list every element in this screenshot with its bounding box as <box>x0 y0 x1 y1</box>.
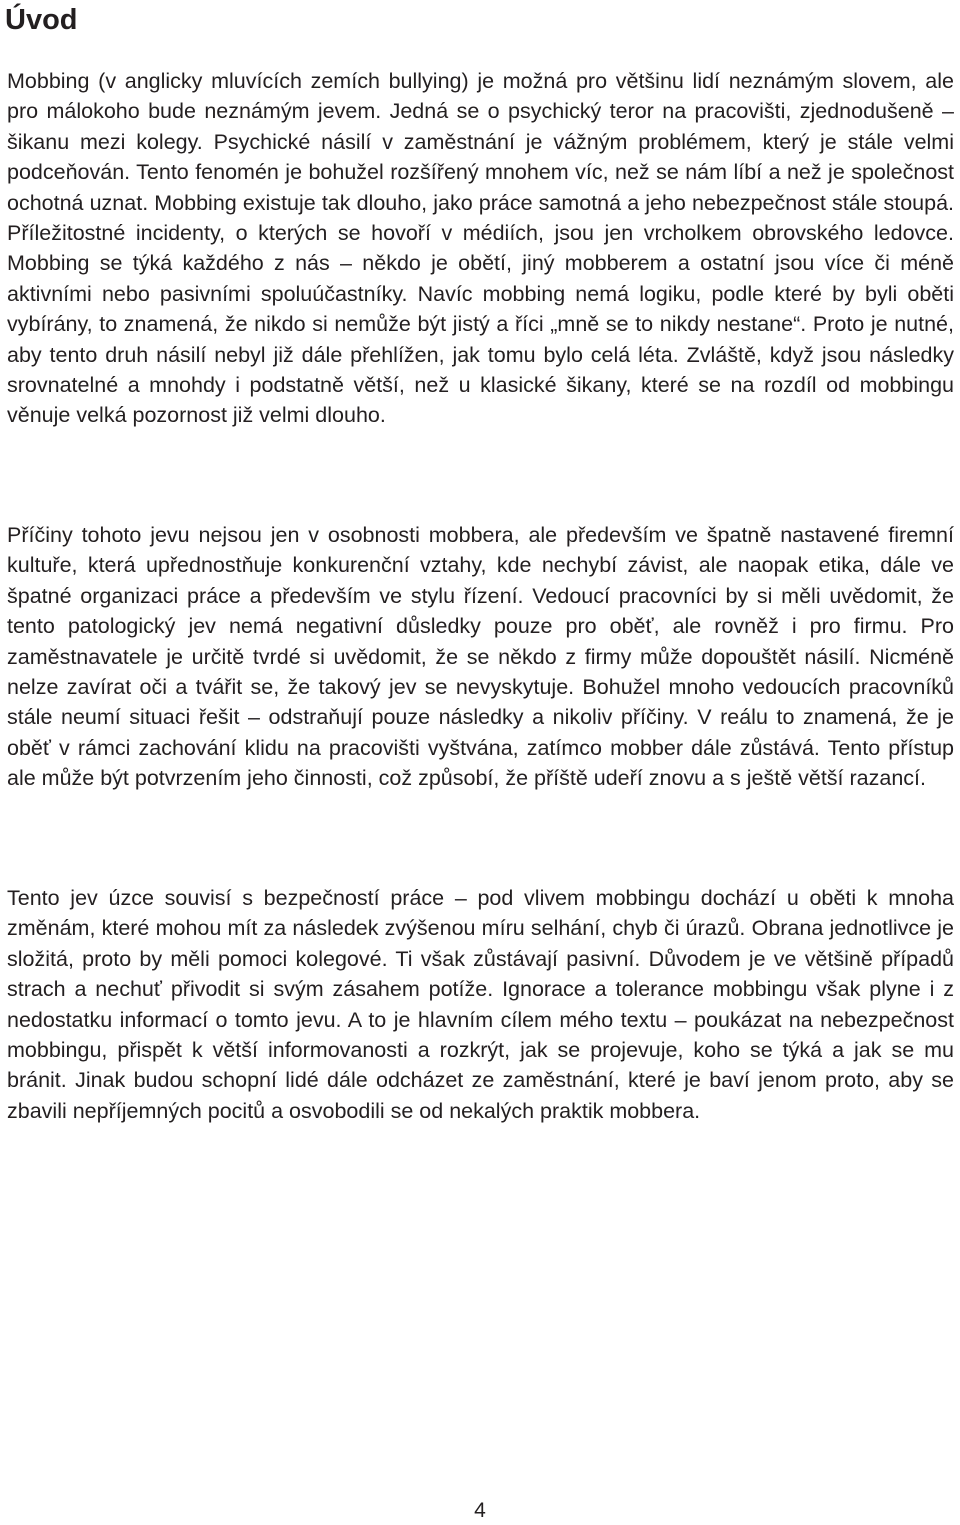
page-title: Úvod <box>5 4 78 36</box>
paragraph-intro: Mobbing (v anglicky mluvících zemích bullying) je možná pro většinu lidí neznámým slovem, ale pro málokoho bude neznámým jevem. Jedná se o psychický teror na pracovišti, zjednodušeně – šikanu mezi kolegy. Psychické násilí v zaměstnání je vážným problémem, který je stále velmi podceňován. Tento fenomén je bohužel rozšířený mnohem víc, než se nám líbí a než je společnost ochotná uznat. Mobbing existuje tak dlouho, jako práce samotná a jeho nebezpečnost stále stoupá. Příležitostné incidenty, o kterých se hovoří v médiích, jsou jen vrcholkem obrovského ledovce. Mobbing se týká každého z nás – někdo je obětí, jiný mobberem a ostatní jsou více či méně aktivními nebo pasivními spoluúčastníky. Navíc mobbing nemá logiku, podle které by byli oběti vybírány, to znamená, že nikdo si nemůže být jistý a říci „mně se to nikdy nestane“. Proto je nutné, aby tento druh násilí nebyl již dále přehlížen, jak tomu bylo celá léta. Zvláště, když jsou následky srovnatelné a mnohdy i podstatně větší, než u klasické šikany, které se na rozdíl od mobbingu věnuje velká pozornost již velmi dlouho. <box>7 69 954 428</box>
paragraph-causes: Příčiny tohoto jevu nejsou jen v osobnosti mobbera, ale především ve špatně nastavené firemní kultuře, která upřednostňuje konkurenční vztahy, kde nechybí závist, ale naopak etika, dále ve špatné organizaci práce a především ve stylu řízení. Vedoucí pracovníci by si měli uvědomit, že tento patologický jev nemá negativní důsledky pouze pro oběť, ale rovněž i pro firmu. Pro zaměstnavatele je určitě tvrdé si uvědomit, že se někdo z firmy může dopouštět násilí. Nicméně nelze zavírat oči a tvářit se, že takový jev se nevyskytuje. Bohužel mnoho vedoucích pracovníků stále neumí situaci řešit – odstraňují pouze následky a nikoliv příčiny. V reálu to znamená, že je oběť v rámci zachování klidu na pracovišti vyštvána, zatímco mobber dále zůstává. Tento přístup ale může být potvrzením jeho činnosti, což způsobí, že příště udeří znovu a s ještě větší razancí. <box>7 523 954 791</box>
page-number: 4 <box>474 1499 486 1522</box>
paragraph-safety: Tento jev úzce souvisí s bezpečností práce – pod vlivem mobbingu dochází u oběti k mnoha změnám, které mohou mít za následek zvýšenou míru selhání, chyb či úrazů. Obrana jednotlivce je složitá, proto by měli pomoci kolegové. Ti však zůstávají pasivní. Důvodem je ve většině případů strach a nechuť přivodit si svým zásahem potíže. Ignorace a tolerance mobbingu však plyne i z nedostatku informací o tomto jevu. A to je hlavním cílem mého textu – poukázat na nebezpečnost mobbingu, přispět k větší informovanosti a rozkrýt, jak se projevuje, koho se týká a jak se mu bránit. Jinak budou schopní lidé dále odcházet ze zaměstnání, které je baví jenom proto, aby se zbavili nepříjemných pocitů a osvobodili se od nekalých praktik mobbera. <box>7 886 954 1123</box>
